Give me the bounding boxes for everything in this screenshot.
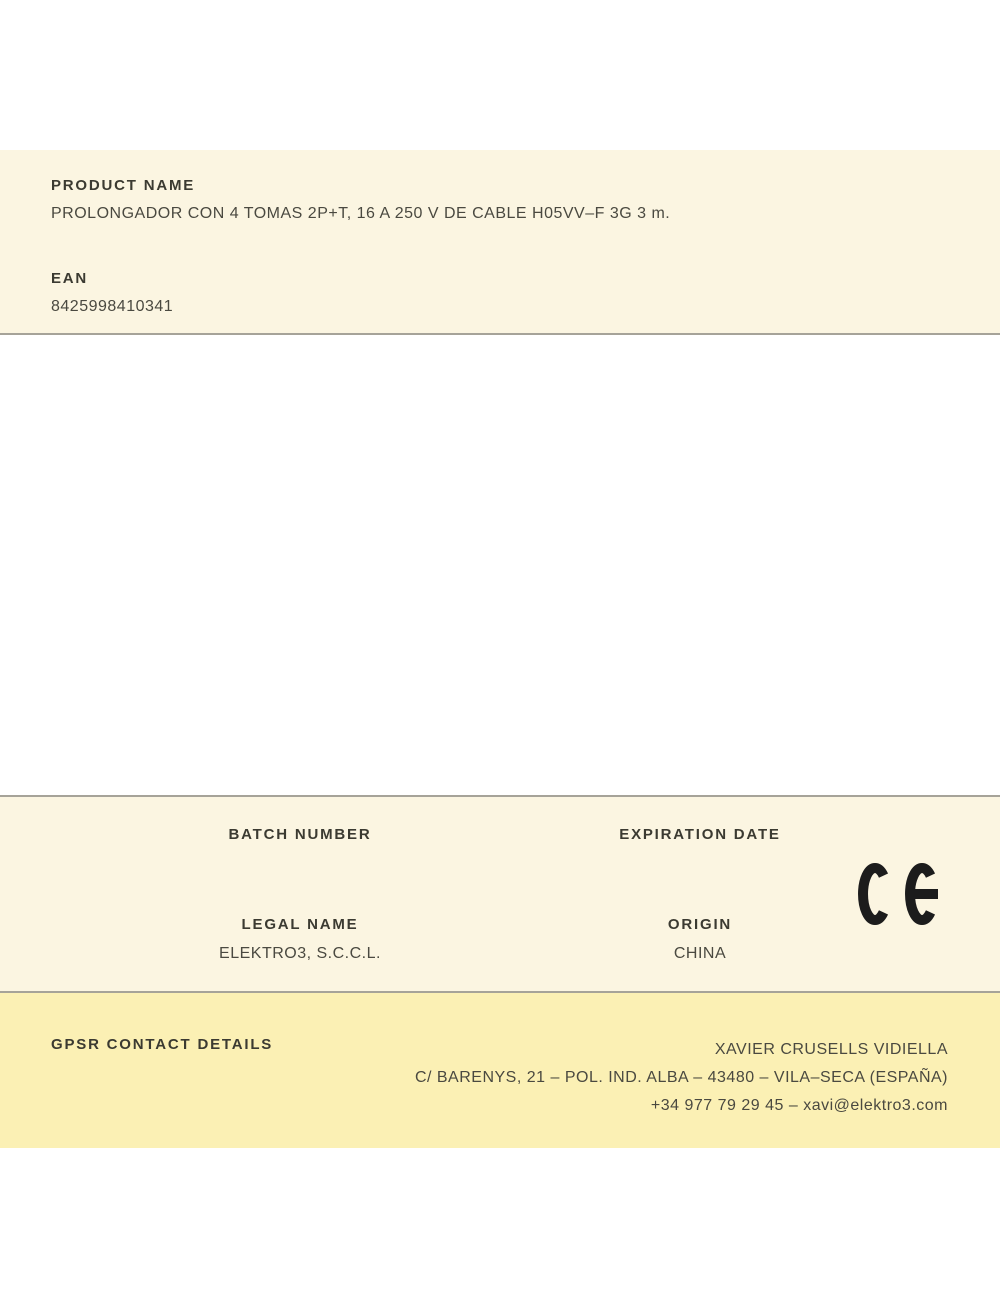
expiration-date-label: EXPIRATION DATE bbox=[619, 826, 781, 843]
product-info-section bbox=[0, 150, 1000, 335]
batch-number-label: BATCH NUMBER bbox=[228, 826, 372, 843]
ce-mark-icon bbox=[858, 862, 942, 926]
gpsr-contact-label: GPSR CONTACT DETAILS bbox=[51, 1036, 274, 1053]
product-name-label: PRODUCT NAME bbox=[51, 177, 196, 194]
ean-value: 8425998410341 bbox=[51, 298, 174, 315]
details-left-column bbox=[100, 797, 500, 991]
ean-label: EAN bbox=[51, 270, 89, 287]
product-name-value: PROLONGADOR CON 4 TOMAS 2P+T, 16 A 250 V DE CABLE H05VV–F 3G 3 m. bbox=[51, 205, 671, 222]
contact-address: C/ BARENYS, 21 – POL. IND. ALBA – 43480 – VILA–SECA (ESPAÑA) bbox=[414, 1069, 948, 1086]
contact-info-section bbox=[0, 993, 1000, 1148]
origin-value: CHINA bbox=[673, 945, 727, 962]
origin-label: ORIGIN bbox=[667, 916, 733, 933]
legal-name-label: LEGAL NAME bbox=[241, 916, 359, 933]
gpsr-contact-block bbox=[415, 1036, 948, 1120]
contact-phone-email: +34 977 79 29 45 – xavi@elektro3.com bbox=[650, 1097, 948, 1114]
batch-info-section bbox=[0, 795, 1000, 993]
details-right-column bbox=[500, 797, 900, 991]
legal-name-value: ELEKTRO3, S.C.C.L. bbox=[219, 945, 381, 962]
contact-name: XAVIER CRUSELLS VIDIELLA bbox=[714, 1041, 948, 1058]
